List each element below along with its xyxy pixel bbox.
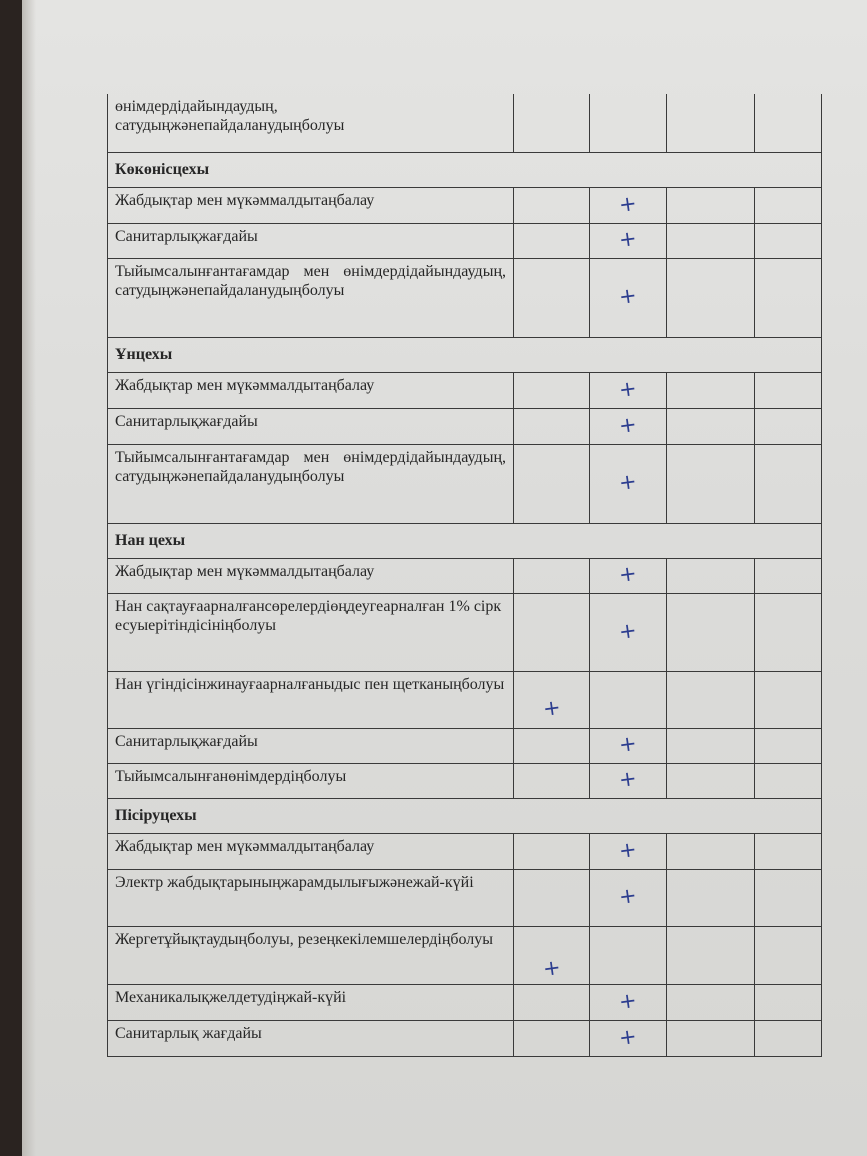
table-row xyxy=(108,984,822,1020)
mark-cell-4 xyxy=(755,444,822,523)
table-row xyxy=(108,671,822,728)
mark-cell-1 xyxy=(514,593,590,671)
mark-cell-4 xyxy=(755,593,822,671)
table-row xyxy=(108,94,822,152)
table-row xyxy=(108,187,822,223)
mark-cell-4 xyxy=(755,187,822,223)
mark-cell-4 xyxy=(755,728,822,763)
mark-cell-1 xyxy=(514,94,590,152)
inspection-checklist-table xyxy=(107,94,822,1057)
mark-cell-1 xyxy=(514,258,590,337)
mark-cell-1: + xyxy=(514,926,590,984)
table-row xyxy=(108,444,822,523)
mark-cell-2: + xyxy=(590,869,667,926)
mark-cell-2: + xyxy=(590,372,667,408)
criterion-label: Жергетұйықтаудыңболуы, резеңкекілемшелердіңболуы xyxy=(108,926,514,984)
mark-cell-2: + xyxy=(590,833,667,869)
mark-cell-3 xyxy=(667,187,755,223)
mark-cell-1 xyxy=(514,187,590,223)
section-row xyxy=(108,523,822,558)
criterion-label: Жабдықтар мен мүкәммалдытаңбалау xyxy=(108,187,514,223)
table-row xyxy=(108,223,822,258)
mark-cell-2 xyxy=(590,671,667,728)
mark-cell-4 xyxy=(755,1020,822,1056)
mark-cell-1 xyxy=(514,408,590,444)
mark-cell-4 xyxy=(755,833,822,869)
mark-cell-3 xyxy=(667,869,755,926)
mark-cell-2: + xyxy=(590,223,667,258)
mark-cell-3 xyxy=(667,593,755,671)
mark-cell-1 xyxy=(514,869,590,926)
mark-cell-2: + xyxy=(590,444,667,523)
table-row xyxy=(108,258,822,337)
table-row xyxy=(108,558,822,593)
table-row xyxy=(108,869,822,926)
mark-cell-2: + xyxy=(590,763,667,798)
mark-cell-3 xyxy=(667,372,755,408)
table-row xyxy=(108,833,822,869)
mark-cell-1 xyxy=(514,984,590,1020)
criterion-label: Санитарлық жағдайы xyxy=(108,1020,514,1056)
mark-cell-4 xyxy=(755,94,822,152)
mark-cell-4 xyxy=(755,372,822,408)
table-row xyxy=(108,408,822,444)
mark-cell-3 xyxy=(667,444,755,523)
mark-cell-2: + xyxy=(590,593,667,671)
mark-cell-3 xyxy=(667,223,755,258)
mark-cell-1 xyxy=(514,763,590,798)
mark-cell-2: + xyxy=(590,258,667,337)
criterion-label: Жабдықтар мен мүкәммалдытаңбалау xyxy=(108,833,514,869)
criterion-label: Санитарлықжағдайы xyxy=(108,223,514,258)
mark-cell-1 xyxy=(514,444,590,523)
mark-cell-1 xyxy=(514,558,590,593)
mark-cell-4 xyxy=(755,984,822,1020)
section-title: Пісіруцехы xyxy=(108,798,822,833)
section-title: Нан цехы xyxy=(108,523,822,558)
mark-cell-2: + xyxy=(590,728,667,763)
mark-cell-2: + xyxy=(590,187,667,223)
mark-cell-1: + xyxy=(514,671,590,728)
section-title: Көкөнісцехы xyxy=(108,152,822,187)
criterion-label: Санитарлықжағдайы xyxy=(108,728,514,763)
mark-cell-1 xyxy=(514,223,590,258)
criterion-label: өнімдердідайындаудың, сатудыңжәнепайдаланудыңболуы xyxy=(108,94,514,152)
criterion-label: Санитарлықжағдайы xyxy=(108,408,514,444)
mark-cell-4 xyxy=(755,558,822,593)
mark-cell-4 xyxy=(755,763,822,798)
mark-cell-4 xyxy=(755,258,822,337)
mark-cell-2 xyxy=(590,926,667,984)
mark-cell-2: + xyxy=(590,558,667,593)
criterion-label: Тыйымсалынғанөнімдердіңболуы xyxy=(108,763,514,798)
criterion-label: Тыйымсалынғантағамдар мен өнімдердідайындаудың, сатудыңжәнепайдаланудыңболуы xyxy=(108,444,514,523)
criterion-label: Механикалықжелдетудіңжай-күйі xyxy=(108,984,514,1020)
mark-cell-3 xyxy=(667,926,755,984)
mark-cell-3 xyxy=(667,763,755,798)
section-title: Ұнцехы xyxy=(108,337,822,372)
section-row xyxy=(108,337,822,372)
mark-cell-2: + xyxy=(590,1020,667,1056)
table-row xyxy=(108,926,822,984)
section-row xyxy=(108,798,822,833)
mark-cell-2: + xyxy=(590,408,667,444)
mark-cell-4 xyxy=(755,926,822,984)
mark-cell-3 xyxy=(667,728,755,763)
mark-cell-1 xyxy=(514,1020,590,1056)
mark-cell-3 xyxy=(667,558,755,593)
criterion-label: Нан үгіндісінжинауғаарналғаныдыс пен щетканыңболуы xyxy=(108,671,514,728)
mark-cell-4 xyxy=(755,223,822,258)
mark-cell-3 xyxy=(667,1020,755,1056)
criterion-label: Жабдықтар мен мүкәммалдытаңбалау xyxy=(108,372,514,408)
mark-cell-3 xyxy=(667,258,755,337)
mark-cell-2 xyxy=(590,94,667,152)
criterion-label: Жабдықтар мен мүкәммалдытаңбалау xyxy=(108,558,514,593)
section-row xyxy=(108,152,822,187)
table-row xyxy=(108,1020,822,1056)
mark-cell-1 xyxy=(514,728,590,763)
criterion-label: Электр жабдықтарыныңжарамдылығыжәнежай-күйі xyxy=(108,869,514,926)
mark-cell-2: + xyxy=(590,984,667,1020)
criterion-label: Нан сақтауғаарналғансөрелердіөңдеугеарналған 1% сіркесуыерітіндісініңболуы xyxy=(108,593,514,671)
mark-cell-3 xyxy=(667,94,755,152)
mark-cell-1 xyxy=(514,372,590,408)
mark-cell-4 xyxy=(755,869,822,926)
mark-cell-4 xyxy=(755,671,822,728)
mark-cell-3 xyxy=(667,984,755,1020)
mark-cell-4 xyxy=(755,408,822,444)
page-edge-shadow xyxy=(22,0,36,1156)
table-row xyxy=(108,593,822,671)
criterion-label: Тыйымсалынғантағамдар мен өнімдердідайындаудың, сатудыңжәнепайдаланудыңболуы xyxy=(108,258,514,337)
table-row xyxy=(108,372,822,408)
table-row xyxy=(108,763,822,798)
mark-cell-3 xyxy=(667,671,755,728)
table-row xyxy=(108,728,822,763)
mark-cell-1 xyxy=(514,833,590,869)
mark-cell-3 xyxy=(667,833,755,869)
mark-cell-3 xyxy=(667,408,755,444)
